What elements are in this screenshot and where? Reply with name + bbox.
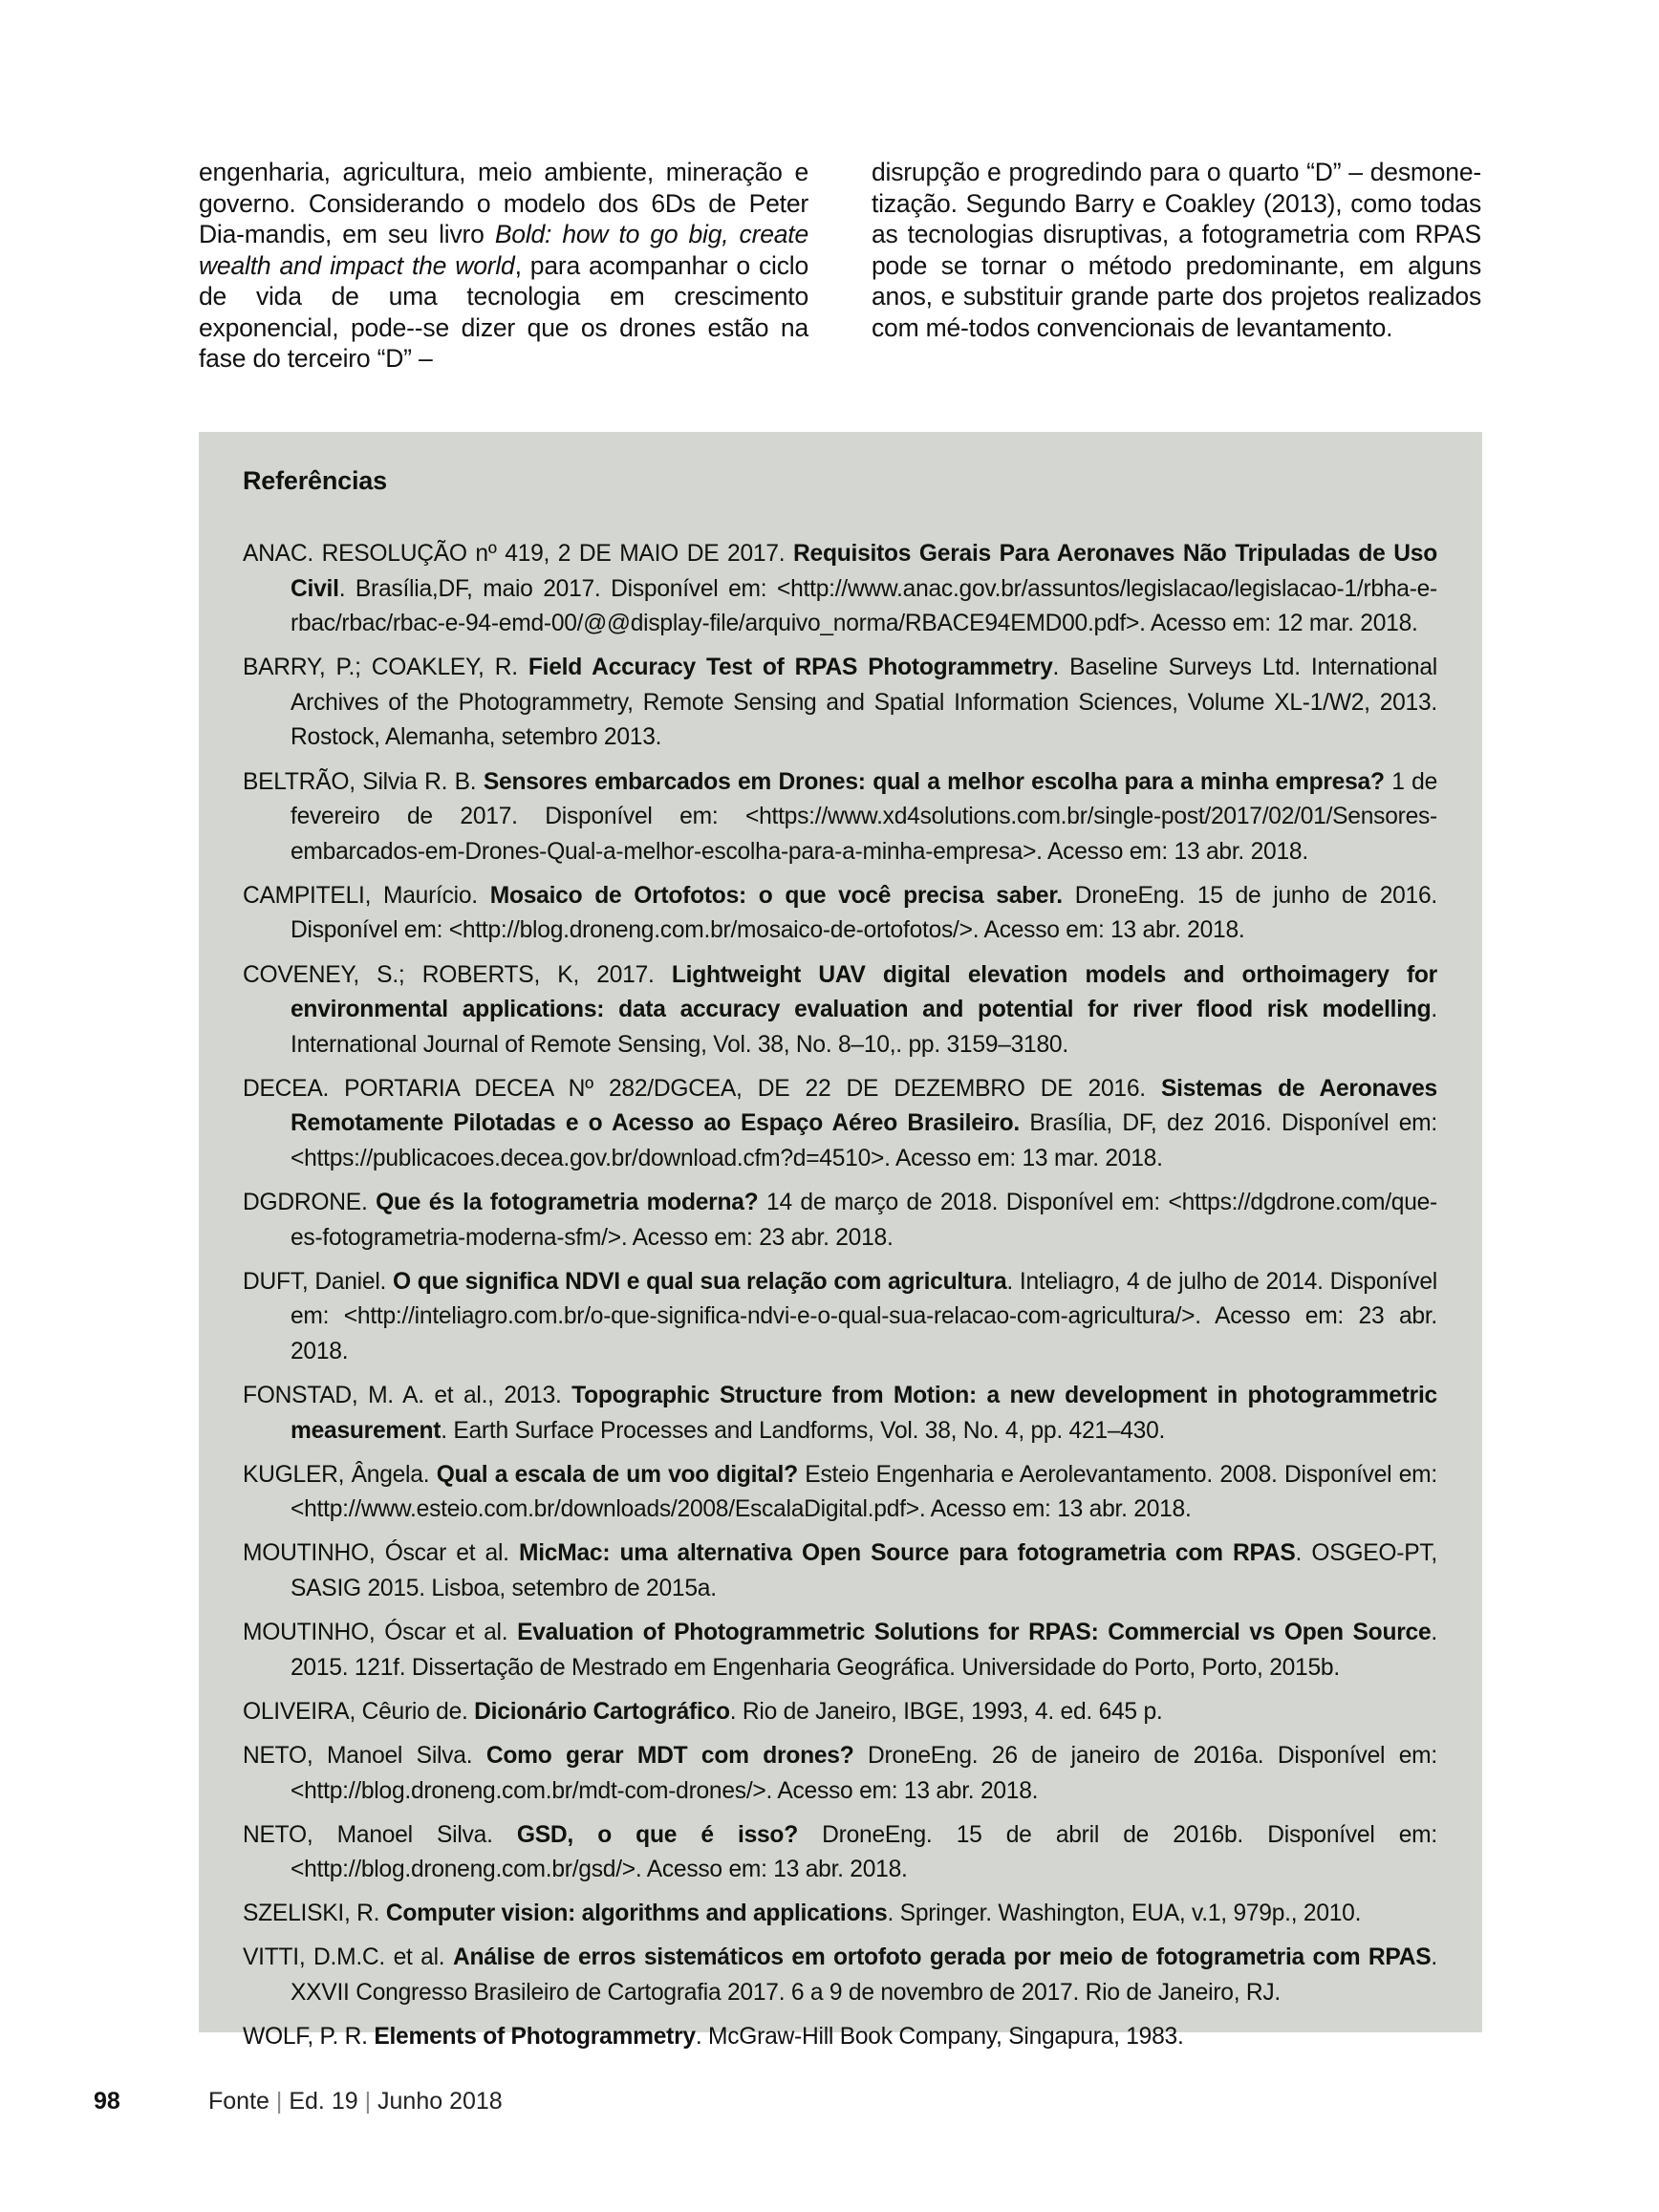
reference-item: MOUTINHO, Óscar et al. Evaluation of Photogrammetric Solutions for RPAS: Commercial vs Open Source. 2015. 121f. Dissertação de Mestrado em Engenharia Geográfica. Universidade do Porto, Porto, 2015b.: [243, 1620, 1437, 1681]
reference-title: Que és la fotogrametria moderna?: [376, 1190, 759, 1216]
text-line: se tornar o método predominante, em alguns anos, e: [872, 250, 1481, 311]
reference-item: DUFT, Daniel. O que significa NDVI e qual sua relação com agricultura. Inteliagro, 4 de julho de 2014. Disponível em: <http://inteliagro.com.br/o-que-significa-ndvi-e-o-qual-sua-relacao-com-agricultura/>. Acesso em: 23 abr. 2018.: [243, 1268, 1437, 1364]
text-line: governo. Considerando o modelo dos 6Ds de Peter Dia-: [199, 188, 808, 248]
references-list: [243, 537, 1437, 2064]
text-line: disrupção e progredindo para o quarto “D” – desmone-: [872, 158, 1481, 186]
reference-title: Sistemas de Aeronaves Remotamente Pilotadas e o Acesso ao Espaço Aéreo Brasileiro.: [291, 1075, 1437, 1137]
page-number: 98: [94, 2088, 120, 2115]
references-heading: Referências: [243, 466, 387, 495]
reference-item: DGDRONE. Que és la fotogrametria moderna? 14 de março de 2018. Disponível em: <https://dgdrone.com/que-es-fotogrametria-moderna-sfm/>. Acesso em: 23 abr. 2018.: [243, 1190, 1437, 1251]
body-paragraph: [872, 157, 1481, 343]
footer-separator: |: [275, 2088, 283, 2115]
reference-title: O que significa NDVI e qual sua relação com agricultura: [393, 1268, 1007, 1295]
text-line: , para acompanhar o ciclo de vida: [199, 250, 808, 311]
reference-item: NETO, Manoel Silva. GSD, o que é isso? DroneEng. 15 de abril de 2016b. Disponível em: <http://blog.droneng.com.br/gsd/>. Acesso em: 13 abr. 2018.: [243, 1821, 1437, 1883]
text-line: engenharia, agricultura, meio ambiente, mineração e: [199, 158, 808, 186]
reference-title: Lightweight UAV digital elevation models and orthoimagery for environmental applications: data accuracy evaluation and potential for river flood risk modelling: [291, 961, 1437, 1023]
reference-title: Análise de erros sistemáticos em ortofoto gerada por meio de fotogrametria com RPAS: [452, 1944, 1432, 1971]
reference-title: Requisitos Gerais Para Aeronaves Não Tripuladas de Uso Civil: [291, 541, 1437, 602]
publication-date: Junho 2018: [377, 2088, 503, 2115]
body-text-right-column: [872, 157, 1481, 343]
publication-name: Fonte: [208, 2088, 269, 2115]
book-title-italic: Bold: how to go big, create wealth: [199, 220, 808, 280]
reference-item: COVENEY, S.; ROBERTS, K, 2017. Lightweight UAV digital elevation models and orthoimagery for environmental applications: data accuracy evaluation and potential for river flood risk modelling. International Journal of Remote Sensing, Vol. 38, No. 8–10,. pp. 3159–3180.: [243, 961, 1437, 1058]
reference-item: VITTI, D.M.C. et al. Análise de erros sistemáticos em ortofoto gerada por meio de fotogrametria com RPAS. XXVII Congresso Brasileiro de Cartografia 2017. 6 a 9 de novembro de 2017. Rio de Janeiro, RJ.: [243, 1944, 1437, 2006]
body-paragraph: [199, 157, 808, 375]
reference-title: Dicionário Cartográfico: [474, 1698, 730, 1725]
reference-title: Topographic Structure from Motion: a new development in photogrammetric measurement: [291, 1383, 1437, 1444]
reference-title: Evaluation of Photogrammetric Solutions for RPAS: Commercial vs Open Source: [517, 1620, 1432, 1646]
text-line: tecnologias disruptivas, a fotogrametria com RPAS pode: [872, 220, 1481, 280]
reference-title: Qual a escala de um voo digital?: [436, 1461, 798, 1488]
reference-item: NETO, Manoel Silva. Como gerar MDT com drones? DroneEng. 26 de janeiro de 2016a. Disponível em: <http://blog.droneng.com.br/mdt-com-drones/>. Acesso em: 13 abr. 2018.: [243, 1742, 1437, 1804]
text-line: de uma tecnologia em crescimento exponencial, pode-: [199, 282, 808, 342]
reference-item: BARRY, P.; COAKLEY, R. Field Accuracy Test of RPAS Photogrammetry. Baseline Surveys Ltd. International Archives of the Photogrammetry, Remote Sensing and Spatial Information Sciences, Volume XL-1/W2, 2013. Rostock, Alemanha, setembro 2013.: [243, 655, 1437, 751]
reference-title: GSD, o que é isso?: [516, 1821, 798, 1848]
text-line: todos convencionais de levantamento.: [968, 312, 1393, 342]
reference-item: SZELISKI, R. Computer vision: algorithms and applications. Springer. Washington, EUA, v.1, 979p., 2010.: [243, 1901, 1362, 1927]
reference-item: BELTRÃO, Silvia R. B. Sensores embarcados em Drones: qual a melhor escolha para a minha empresa? 1 de fevereiro de 2017. Disponível em: <https://www.xd4solutions.com.br/single-post/2017/02/01/Sensores-embarcados-em-Drones-Qual-a-melhor-escolha-para-a-minha-empresa>. Acesso em: 13 abr. 2018.: [243, 768, 1438, 865]
text-line: mandis, em seu livro: [244, 220, 495, 248]
text-line: -se dizer que os drones estão na fase do terceiro “D” –: [199, 312, 809, 373]
text-line: substituir grande parte dos projetos realizados com mé-: [872, 282, 1481, 342]
book-title-italic: and impact the world: [279, 250, 515, 280]
reference-item: ANAC. RESOLUÇÃO nº 419, 2 DE MAIO DE 2017. Requisitos Gerais Para Aeronaves Não Tripuladas de Uso Civil. Brasília,DF, maio 2017. Disponível em: <http://www.anac.gov.br/assuntos/legislacao/legislacao-1/rbha-e-rbac/rbac/rbac-e-94-emd-00/@@display-file/arquivo_norma/RBACE94EMD00.pdf>. Acesso em: 12 mar. 2018.: [243, 541, 1437, 637]
reference-title: Sensores embarcados em Drones: qual a melhor escolha para a minha empresa?: [483, 768, 1385, 795]
edition-label: Ed. 19: [289, 2088, 358, 2115]
footer-separator: |: [364, 2088, 372, 2115]
text-line: tização. Segundo Barry e Coakley (2013), como todas as: [872, 188, 1481, 248]
references-box: [199, 432, 1482, 2051]
reference-item: DECEA. PORTARIA DECEA Nº 282/DGCEA, DE 22 DE DEZEMBRO DE 2016. Sistemas de Aeronaves Remotamente Pilotadas e o Acesso ao Espaço Aéreo Brasileiro. Brasília, DF, dez 2016. Disponível em: <https://publicacoes.decea.gov.br/download.cfm?d=4510>. Acesso em: 13 mar. 2018.: [243, 1075, 1437, 1171]
reference-item: MOUTINHO, Óscar et al. MicMac: uma alternativa Open Source para fotogrametria com RPAS. OSGEO-PT, SASIG 2015. Lisboa, setembro de 2015a.: [243, 1540, 1437, 1602]
reference-title: MicMac: uma alternativa Open Source para fotogrametria com RPAS: [518, 1540, 1296, 1567]
reference-item: OLIVEIRA, Cêurio de. Dicionário Cartográfico. Rio de Janeiro, IBGE, 1993, 4. ed. 645 p.: [243, 1698, 1163, 1725]
reference-item: WOLF, P. R. Elements of Photogrammetry. McGraw-Hill Book Company, Singapura, 1983.: [243, 2024, 1184, 2051]
reference-title: Como gerar MDT com drones?: [485, 1742, 854, 1769]
reference-title: Field Accuracy Test of RPAS Photogrammetry: [528, 655, 1053, 681]
reference-title: Elements of Photogrammetry: [374, 2024, 696, 2051]
reference-title: Computer vision: algorithms and applications: [385, 1901, 888, 1927]
reference-title: Mosaico de Ortofotos: o que você precisa saber.: [489, 882, 1063, 909]
reference-item: FONSTAD, M. A. et al., 2013. Topographic Structure from Motion: a new development in photogrammetric measurement. Earth Surface Processes and Landforms, Vol. 38, No. 4, pp. 421–430.: [243, 1383, 1437, 1444]
publication-footer: [208, 2087, 503, 2115]
body-text-left-column: [199, 157, 808, 375]
reference-item: CAMPITELI, Maurício. Mosaico de Ortofotos: o que você precisa saber. DroneEng. 15 de junho de 2016. Disponível em: <http://blog.droneng.com.br/mosaico-de-ortofotos/>. Acesso em: 13 abr. 2018.: [243, 882, 1437, 944]
reference-item: KUGLER, Ângela. Qual a escala de um voo digital? Esteio Engenharia e Aerolevantamento. 2008. Disponível em: <http://www.esteio.com.br/downloads/2008/EscalaDigital.pdf>. Acesso em: 13 abr. 2018.: [243, 1461, 1437, 1523]
